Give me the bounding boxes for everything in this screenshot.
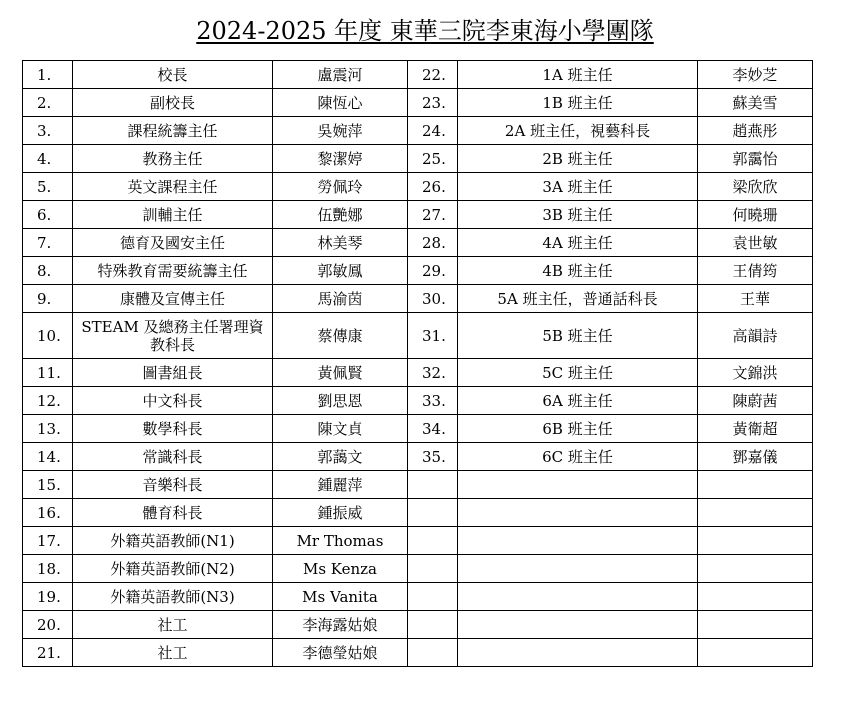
right-role-cell <box>458 499 698 527</box>
table-row <box>23 173 813 201</box>
right-number-cell: 27. <box>408 201 458 229</box>
right-number-cell: 23. <box>408 89 458 117</box>
left-name-cell: 郭敏鳳 <box>273 257 408 285</box>
right-number-cell: 34. <box>408 415 458 443</box>
left-role-cell: 外籍英語教師(N2) <box>73 555 273 583</box>
left-role-cell: 外籍英語教師(N3) <box>73 583 273 611</box>
left-role-cell: 校長 <box>73 61 273 89</box>
left-name-cell: 劉思恩 <box>273 387 408 415</box>
left-number-cell: 12. <box>23 387 73 415</box>
table-row <box>23 285 813 313</box>
left-number-cell: 8. <box>23 257 73 285</box>
right-name-cell <box>698 471 813 499</box>
left-role-cell: 課程統籌主任 <box>73 117 273 145</box>
table-row <box>23 471 813 499</box>
left-role-cell: 社工 <box>73 639 273 667</box>
right-name-cell <box>698 611 813 639</box>
right-role-cell <box>458 527 698 555</box>
left-name-cell: 鍾麗萍 <box>273 471 408 499</box>
right-name-cell: 高韻詩 <box>698 313 813 359</box>
table-row <box>23 201 813 229</box>
staff-table <box>22 60 813 667</box>
table-row <box>23 89 813 117</box>
table-row <box>23 583 813 611</box>
table-row <box>23 555 813 583</box>
right-name-cell <box>698 499 813 527</box>
table-row <box>23 117 813 145</box>
table-row <box>23 313 813 359</box>
right-name-cell <box>698 555 813 583</box>
right-number-cell <box>408 555 458 583</box>
left-name-cell: 郭藹文 <box>273 443 408 471</box>
right-name-cell: 文錦洪 <box>698 359 813 387</box>
left-number-cell: 11. <box>23 359 73 387</box>
right-name-cell: 何曉珊 <box>698 201 813 229</box>
right-name-cell: 鄧嘉儀 <box>698 443 813 471</box>
left-number-cell: 7. <box>23 229 73 257</box>
left-name-cell: 陳恆心 <box>273 89 408 117</box>
right-role-cell: 6C 班主任 <box>458 443 698 471</box>
left-name-cell: 林美琴 <box>273 229 408 257</box>
left-name-cell: 盧震河 <box>273 61 408 89</box>
left-number-cell: 13. <box>23 415 73 443</box>
right-name-cell <box>698 583 813 611</box>
right-name-cell: 郭靄怡 <box>698 145 813 173</box>
right-number-cell <box>408 471 458 499</box>
right-name-cell: 王華 <box>698 285 813 313</box>
right-name-cell: 袁世敏 <box>698 229 813 257</box>
left-number-cell: 15. <box>23 471 73 499</box>
left-name-cell: 吳婉萍 <box>273 117 408 145</box>
right-number-cell <box>408 583 458 611</box>
right-role-cell <box>458 583 698 611</box>
left-number-cell: 2. <box>23 89 73 117</box>
left-role-cell: 音樂科長 <box>73 471 273 499</box>
table-row <box>23 443 813 471</box>
left-name-cell: 伍艷娜 <box>273 201 408 229</box>
right-name-cell: 蘇美雪 <box>698 89 813 117</box>
right-number-cell: 31. <box>408 313 458 359</box>
left-number-cell: 20. <box>23 611 73 639</box>
left-role-cell: 體育科長 <box>73 499 273 527</box>
left-number-cell: 1. <box>23 61 73 89</box>
table-row <box>23 499 813 527</box>
table-row <box>23 527 813 555</box>
right-name-cell: 黃衛超 <box>698 415 813 443</box>
right-role-cell: 1B 班主任 <box>458 89 698 117</box>
table-row <box>23 61 813 89</box>
left-number-cell: 14. <box>23 443 73 471</box>
right-name-cell: 趙燕彤 <box>698 117 813 145</box>
left-name-cell: 陳文貞 <box>273 415 408 443</box>
right-number-cell <box>408 611 458 639</box>
left-name-cell: 馬渝茵 <box>273 285 408 313</box>
left-role-cell: 數學科長 <box>73 415 273 443</box>
table-row <box>23 639 813 667</box>
left-number-cell: 4. <box>23 145 73 173</box>
right-name-cell: 李妙芝 <box>698 61 813 89</box>
left-number-cell: 5. <box>23 173 73 201</box>
right-number-cell: 26. <box>408 173 458 201</box>
right-name-cell: 梁欣欣 <box>698 173 813 201</box>
right-role-cell <box>458 611 698 639</box>
right-number-cell: 22. <box>408 61 458 89</box>
left-role-cell: 圖書組長 <box>73 359 273 387</box>
right-name-cell <box>698 527 813 555</box>
right-role-cell: 1A 班主任 <box>458 61 698 89</box>
right-role-cell <box>458 471 698 499</box>
right-number-cell <box>408 499 458 527</box>
left-role-cell: 康體及宣傳主任 <box>73 285 273 313</box>
left-name-cell: 蔡傳康 <box>273 313 408 359</box>
left-name-cell: 黎潔婷 <box>273 145 408 173</box>
left-name-cell: 李德瑩姑娘 <box>273 639 408 667</box>
right-name-cell <box>698 639 813 667</box>
page-title: 2024-2025 年度 東華三院李東海小學團隊 <box>196 17 654 45</box>
right-number-cell: 29. <box>408 257 458 285</box>
left-role-cell: 常識科長 <box>73 443 273 471</box>
left-role-cell: 社工 <box>73 611 273 639</box>
right-role-cell: 2A 班主任，視藝科長 <box>458 117 698 145</box>
right-role-cell <box>458 639 698 667</box>
table-row <box>23 145 813 173</box>
right-number-cell: 33. <box>408 387 458 415</box>
table-row <box>23 229 813 257</box>
left-number-cell: 9. <box>23 285 73 313</box>
left-name-cell: 黃佩賢 <box>273 359 408 387</box>
right-role-cell: 5B 班主任 <box>458 313 698 359</box>
left-number-cell: 18. <box>23 555 73 583</box>
left-role-cell: 訓輔主任 <box>73 201 273 229</box>
right-number-cell: 28. <box>408 229 458 257</box>
table-row <box>23 415 813 443</box>
left-name-cell: Mr Thomas <box>273 527 408 555</box>
left-number-cell: 10. <box>23 313 73 359</box>
right-role-cell: 4A 班主任 <box>458 229 698 257</box>
left-role-cell: 英文課程主任 <box>73 173 273 201</box>
right-role-cell: 3A 班主任 <box>458 173 698 201</box>
right-number-cell <box>408 527 458 555</box>
right-number-cell: 32. <box>408 359 458 387</box>
right-number-cell: 35. <box>408 443 458 471</box>
table-row <box>23 387 813 415</box>
left-name-cell: Ms Vanita <box>273 583 408 611</box>
left-role-cell: 德育及國安主任 <box>73 229 273 257</box>
right-role-cell: 5A 班主任，普通話科長 <box>458 285 698 313</box>
left-role-cell: 特殊教育需要統籌主任 <box>73 257 273 285</box>
right-name-cell: 陳蔚茜 <box>698 387 813 415</box>
left-role-cell: 中文科長 <box>73 387 273 415</box>
left-name-cell: 李海露姑娘 <box>273 611 408 639</box>
right-number-cell: 24. <box>408 117 458 145</box>
left-name-cell: 鍾振威 <box>273 499 408 527</box>
left-number-cell: 6. <box>23 201 73 229</box>
left-number-cell: 17. <box>23 527 73 555</box>
left-number-cell: 19. <box>23 583 73 611</box>
left-number-cell: 16. <box>23 499 73 527</box>
left-role-cell: 教務主任 <box>73 145 273 173</box>
table-row <box>23 257 813 285</box>
table-row <box>23 611 813 639</box>
right-number-cell: 25. <box>408 145 458 173</box>
right-role-cell: 5C 班主任 <box>458 359 698 387</box>
left-name-cell: Ms Kenza <box>273 555 408 583</box>
right-role-cell: 4B 班主任 <box>458 257 698 285</box>
right-role-cell: 6B 班主任 <box>458 415 698 443</box>
right-number-cell: 30. <box>408 285 458 313</box>
right-role-cell: 6A 班主任 <box>458 387 698 415</box>
right-role-cell <box>458 555 698 583</box>
right-role-cell: 3B 班主任 <box>458 201 698 229</box>
left-number-cell: 21. <box>23 639 73 667</box>
left-number-cell: 3. <box>23 117 73 145</box>
left-name-cell: 勞佩玲 <box>273 173 408 201</box>
right-number-cell <box>408 639 458 667</box>
right-role-cell: 2B 班主任 <box>458 145 698 173</box>
left-role-cell: STEAM 及總務主任署理資教科長 <box>73 313 273 359</box>
table-row <box>23 359 813 387</box>
left-role-cell: 外籍英語教師(N1) <box>73 527 273 555</box>
right-name-cell: 王倩筠 <box>698 257 813 285</box>
left-role-cell: 副校長 <box>73 89 273 117</box>
